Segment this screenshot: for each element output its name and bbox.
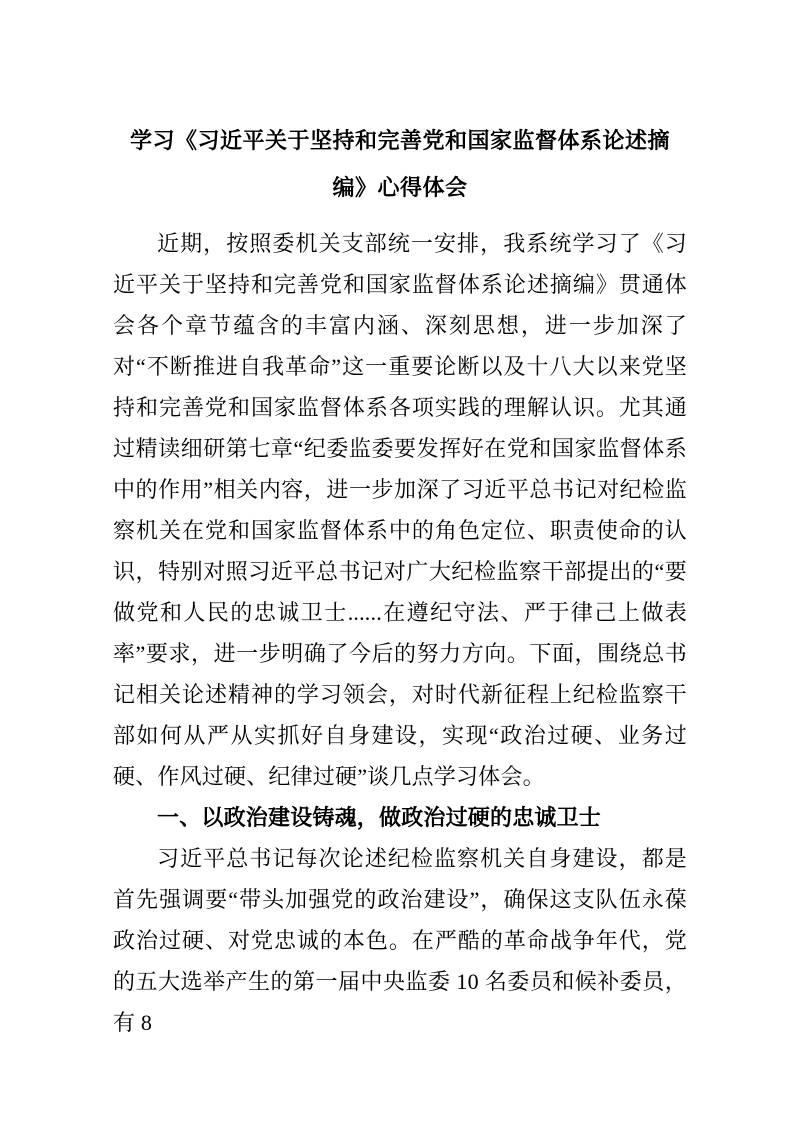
paragraph-intro: 近期，按照委机关支部统一安排，我系统学习了《习近平关于坚持和完善党和国家监督体系论述摘编》贯通体会各个章节蕴含的丰富内涵、深刻思想，进一步加深了对“不断推进自我革命”这一重要论断以及十八大以来党坚持和完善党和国家监督体系各项实践的理解认识。尤其通过精读细研第七章“纪委监委要发挥好在党和国家监督体系中的作用”相关内容，进一步加深了习近平总书记对纪检监察机关在党和国家监督体系中的角色定位、职责使命的认识，特别对照习近平总书记对广大纪检监察干部提出的“要做党和人民的忠诚卫士......在遵纪守法、严于律己上做表率”要求，进一步明确了今后的努力方向。下面，围绕总书记相关论述精神的学习领会，对时代新征程上纪检监察干部如何从严从实抓好自身建设，实现“政治过硬、业务过硬、作风过硬、纪律过硬”谈几点学习体会。 xyxy=(113,231,687,789)
document-content xyxy=(113,117,687,1043)
document-title: 学习《习近平关于坚持和完善党和国家监督体系论述摘编》心得体会 xyxy=(129,128,670,200)
section-heading-1: 一、以政治建设铸魂，做政治过硬的忠诚卫士 xyxy=(157,805,602,830)
paragraph-section-1: 习近平总书记每次论述纪检监察机关自身建设，都是首先强调要“带头加强党的政治建设”，确保这支队伍永葆政治过硬、对党忠诚的本色。在严酷的革命战争年代，党的五大选举产生的第一届中央监委 10 名委员和候补委员，有 8 xyxy=(113,846,687,1035)
